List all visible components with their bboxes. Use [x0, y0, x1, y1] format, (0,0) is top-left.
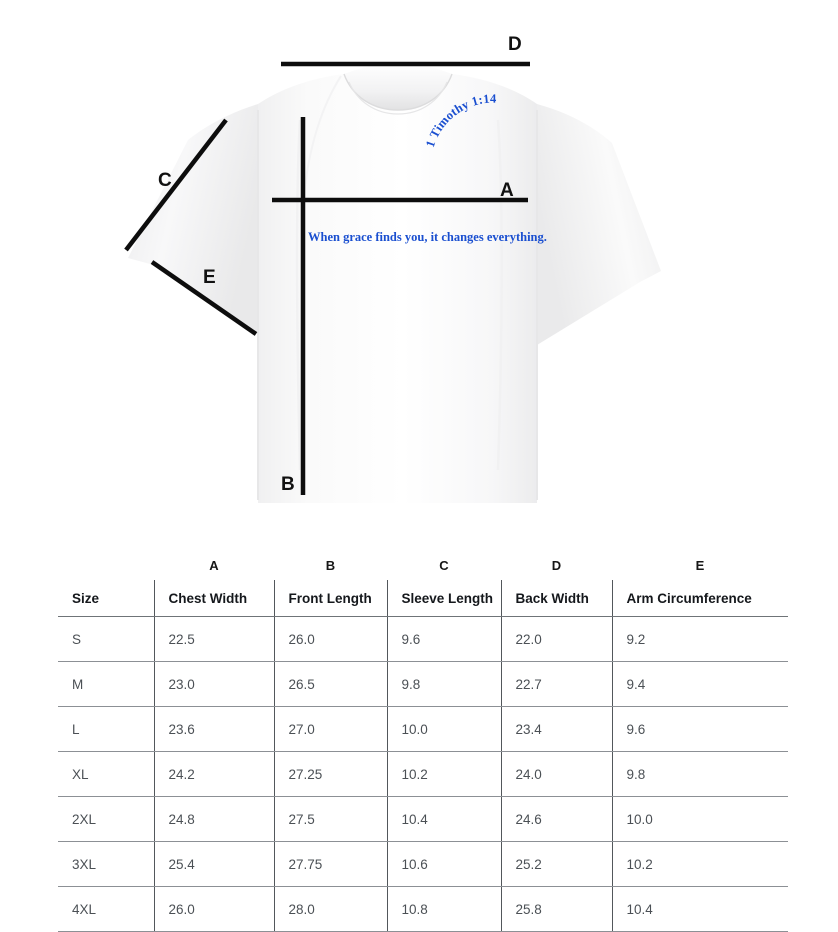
cell-sleeve-length: 10.0: [387, 707, 501, 752]
column-header-chest-width: Chest Width: [154, 580, 274, 617]
column-header-front-length: Front Length: [274, 580, 387, 617]
cell-size: 3XL: [58, 842, 154, 887]
right-sleeve: [537, 104, 661, 345]
cell-chest-width: 25.4: [154, 842, 274, 887]
cell-back-width: 23.4: [501, 707, 612, 752]
cell-back-width: 22.0: [501, 617, 612, 662]
table-row: [58, 752, 788, 797]
cell-front-length: 26.0: [274, 617, 387, 662]
table-row: [58, 617, 788, 662]
measurement-letter-row: [58, 552, 788, 580]
cell-sleeve-length: 10.8: [387, 887, 501, 932]
measure-label-b: B: [281, 474, 295, 495]
cell-arm-circumference: 9.2: [612, 617, 788, 662]
table-row: [58, 707, 788, 752]
size-chart-table: [58, 552, 788, 932]
measure-label-e: E: [203, 267, 216, 288]
cell-chest-width: 26.0: [154, 887, 274, 932]
table-row: [58, 662, 788, 707]
cell-front-length: 27.5: [274, 797, 387, 842]
cell-size: XL: [58, 752, 154, 797]
column-header-sleeve-length: Sleeve Length: [387, 580, 501, 617]
cell-back-width: 25.2: [501, 842, 612, 887]
column-header-arm-circumference: Arm Circumference: [612, 580, 788, 617]
cell-sleeve-length: 10.6: [387, 842, 501, 887]
cell-sleeve-length: 9.6: [387, 617, 501, 662]
measure-label-d: D: [508, 34, 522, 55]
letter-cell-c: C: [439, 557, 449, 573]
cell-front-length: 27.75: [274, 842, 387, 887]
cell-arm-circumference: 10.4: [612, 887, 788, 932]
letter-cell-d: D: [551, 557, 562, 573]
cell-back-width: 25.8: [501, 887, 612, 932]
cell-front-length: 26.5: [274, 662, 387, 707]
shoulder-print-text: 1 Timothy 1:14: [422, 91, 497, 150]
cell-chest-width: 23.0: [154, 662, 274, 707]
cell-sleeve-length: 10.4: [387, 797, 501, 842]
cell-back-width: 22.7: [501, 662, 612, 707]
table-row: [58, 797, 788, 842]
cell-chest-width: 24.8: [154, 797, 274, 842]
cell-front-length: 28.0: [274, 887, 387, 932]
letter-cell-b: B: [325, 557, 336, 573]
table-row: [58, 887, 788, 932]
cell-chest-width: 24.2: [154, 752, 274, 797]
cell-back-width: 24.6: [501, 797, 612, 842]
cell-size: S: [58, 617, 154, 662]
cell-chest-width: 23.6: [154, 707, 274, 752]
cell-size: M: [58, 662, 154, 707]
measure-label-a: A: [500, 180, 514, 201]
table-body: [58, 617, 788, 932]
table-header-row: [58, 580, 788, 617]
cell-chest-width: 22.5: [154, 617, 274, 662]
letter-cell-a: A: [209, 557, 219, 573]
cell-size: 2XL: [58, 797, 154, 842]
cell-front-length: 27.25: [274, 752, 387, 797]
cell-sleeve-length: 9.8: [387, 662, 501, 707]
cell-sleeve-length: 10.2: [387, 752, 501, 797]
column-header-back-width: Back Width: [501, 580, 612, 617]
letter-cell-blank: [58, 552, 154, 580]
letter-cell-e: E: [695, 557, 705, 573]
table-row: [58, 842, 788, 887]
measure-label-c: C: [158, 170, 172, 191]
cell-arm-circumference: 10.2: [612, 842, 788, 887]
chest-print-text: When grace finds you, it changes everything.: [308, 230, 547, 244]
size-chart-table-container: [58, 552, 788, 932]
cell-size: L: [58, 707, 154, 752]
cell-arm-circumference: 9.6: [612, 707, 788, 752]
cell-back-width: 24.0: [501, 752, 612, 797]
cell-arm-circumference: 10.0: [612, 797, 788, 842]
cell-arm-circumference: 9.4: [612, 662, 788, 707]
cell-arm-circumference: 9.8: [612, 752, 788, 797]
cell-front-length: 27.0: [274, 707, 387, 752]
cell-size: 4XL: [58, 887, 154, 932]
column-header-size: Size: [58, 580, 154, 617]
